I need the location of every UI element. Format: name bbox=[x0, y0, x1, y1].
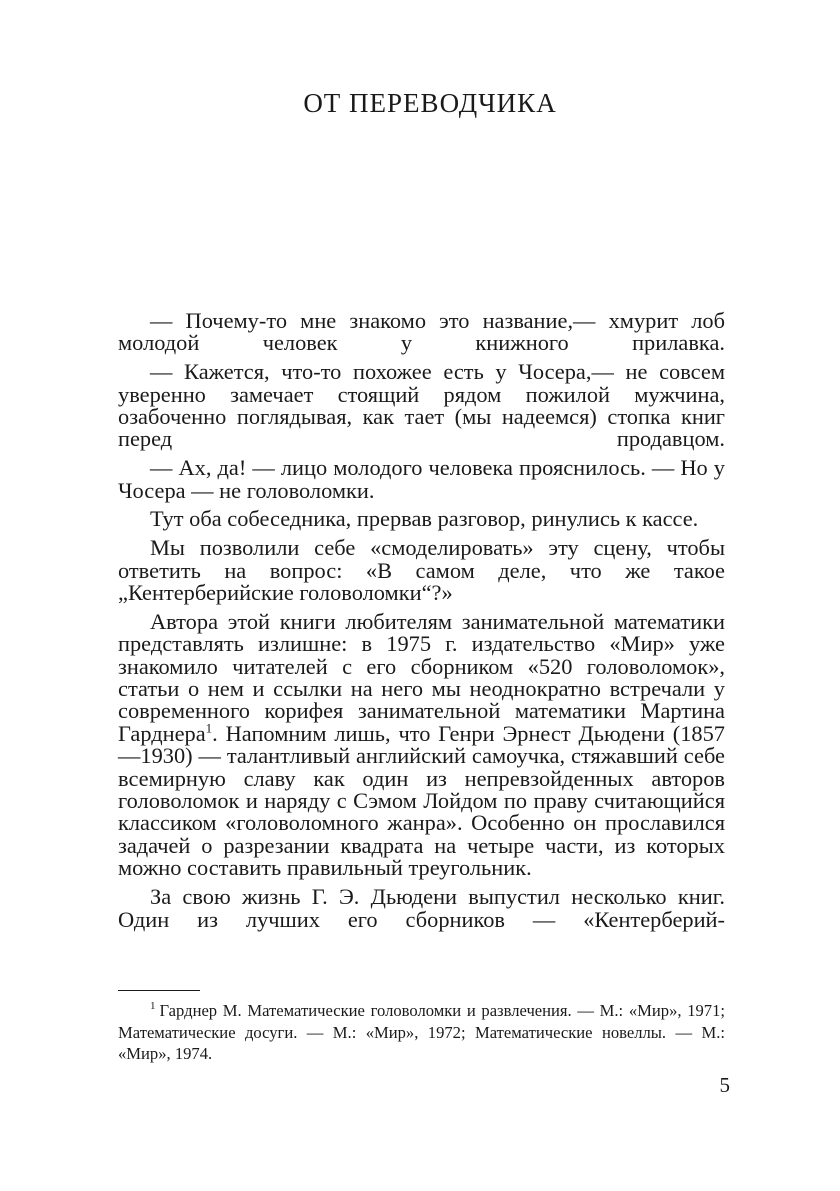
footnotes bbox=[118, 1000, 725, 1065]
paragraph-1: — Почему-то мне знакомо это название,— хмурит лоб молодой человек у книжного прилавка. bbox=[118, 308, 725, 356]
footnote-mark: 1 bbox=[150, 1000, 156, 1013]
paragraph-6 bbox=[118, 608, 725, 881]
page-number: 5 bbox=[719, 1073, 730, 1097]
paragraph-4: Тут оба собеседника, прервав разговор, ринулись к кассе. bbox=[150, 506, 699, 532]
paragraph-6-part-1: Автора этой книги любителям занимательной математики представлять излишне: в 1975 г. издательство «Мир» уже знакомило читателей с его сборником «520 головоломок», статьи о нем и ссылки на него мы неоднократно встречали у современного корифея занимательной математики Мартина Гарднера bbox=[118, 608, 725, 746]
footnote-divider bbox=[118, 990, 200, 991]
paragraph-2: — Кажется, что-то похожее есть у Чосера,— не совсем уверенно замечает стоящий рядом пожилой мужчина, озабоченно поглядывая, как тает (мы надеемся) стопка книг перед продавцом. bbox=[118, 359, 725, 452]
footnote-reference: 1 bbox=[205, 720, 213, 736]
footnote-text: Гарднер М. Математические головоломки и развлечения. — М.: «Мир», 1971; Математические досуги. — М.: «Мир», 1972; Математические новеллы. — М.: «Мир», 1974. bbox=[118, 1001, 725, 1063]
paragraph-3: — Ах, да! — лицо молодого человека прояснилось. — Но у Чосера — не головоломки. bbox=[118, 455, 725, 503]
main-text bbox=[118, 310, 725, 937]
footnote-1 bbox=[118, 1000, 725, 1065]
paragraph-7: За свою жизнь Г. Э. Дьюдени выпустил несколько книг. Один из лучших его сборников — «Кентерберий- bbox=[118, 884, 725, 932]
chapter-title: ОТ ПЕРЕВОДЧИКА bbox=[303, 88, 557, 118]
paragraph-5: Мы позволили себе «смоделировать» эту сцену, чтобы ответить на вопрос: «В самом деле, что же такое „Кентерберийские головоломки“?» bbox=[118, 535, 725, 606]
paragraph-6-part-2: . Напомним лишь, что Генри Эрнест Дьюдени (1857—1930) — талантливый английский самоучка, стяжавший себе всемирную славу как один из непревзойденных авторов головоломок и наряду с Сэмом Лойдом по праву считающийся классиком «головоломного жанра». Особенно он прославился задачей о разрезании квадрата на четыре части, из которых можно составить правильный треугольник. bbox=[118, 720, 725, 881]
